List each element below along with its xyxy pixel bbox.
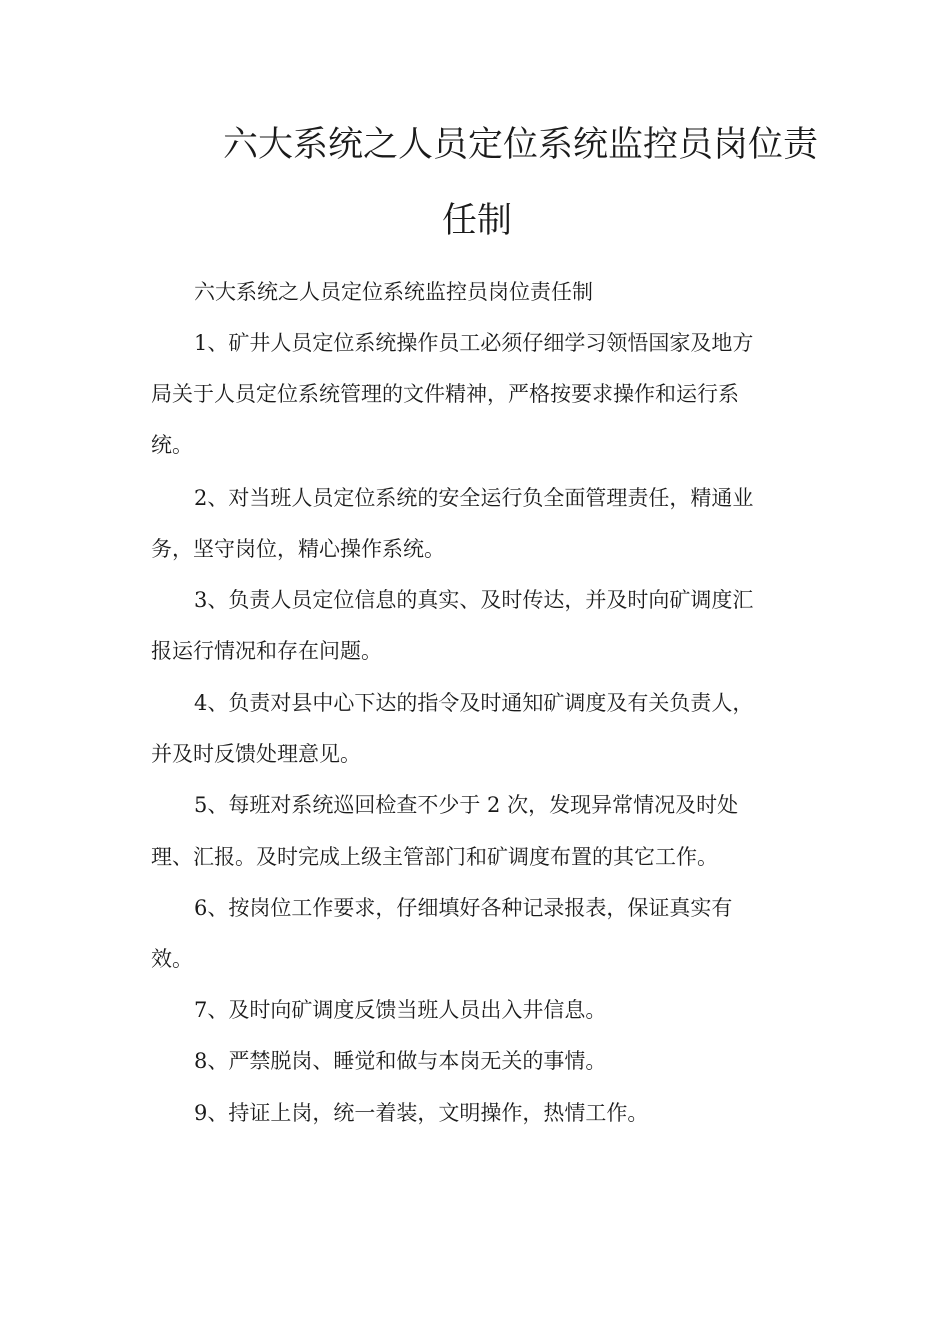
item-8-line-1: 8、严禁脱岗、睡觉和做与本岗无关的事情。 — [194, 1049, 607, 1073]
item-9-line-1: 9、持证上岗，统一着装，文明操作，热情工作。 — [194, 1101, 649, 1125]
item-5-line-1: 5、每班对系统巡回检查不少于 2 次，发现异常情况及时处 — [194, 793, 739, 817]
item-2-line-1: 2、对当班人员定位系统的安全运行负全面管理责任，精通业 — [194, 486, 754, 510]
item-1-line-2: 局关于人员定位系统管理的文件精神，严格按要求操作和运行系 — [151, 382, 739, 406]
item-6-line-1: 6、按岗位工作要求，仔细填好各种记录报表，保证真实有 — [194, 896, 733, 920]
document-title-line-2: 任制 — [442, 201, 513, 241]
item-2-line-2: 务，坚守岗位，精心操作系统。 — [151, 537, 445, 561]
item-6-line-2: 效。 — [151, 947, 193, 971]
item-1-line-3: 统。 — [151, 433, 193, 457]
item-1-line-1: 1、矿井人员定位系统操作员工必须仔细学习领悟国家及地方 — [194, 331, 754, 355]
item-4-line-2: 并及时反馈处理意见。 — [151, 742, 361, 766]
item-3-line-1: 3、负责人员定位信息的真实、及时传达，并及时向矿调度汇 — [194, 588, 754, 612]
item-7-line-1: 7、及时向矿调度反馈当班人员出入井信息。 — [194, 998, 607, 1022]
document-subtitle: 六大系统之人员定位系统监控员岗位责任制 — [194, 280, 593, 304]
item-3-line-2: 报运行情况和存在问题。 — [151, 639, 382, 663]
item-4-line-1: 4、负责对县中心下达的指令及时通知矿调度及有关负责人， — [194, 691, 754, 715]
item-5-line-2: 理、汇报。及时完成上级主管部门和矿调度布置的其它工作。 — [151, 845, 718, 869]
document-title-line-1: 六大系统之人员定位系统监控员岗位责 — [223, 125, 819, 165]
